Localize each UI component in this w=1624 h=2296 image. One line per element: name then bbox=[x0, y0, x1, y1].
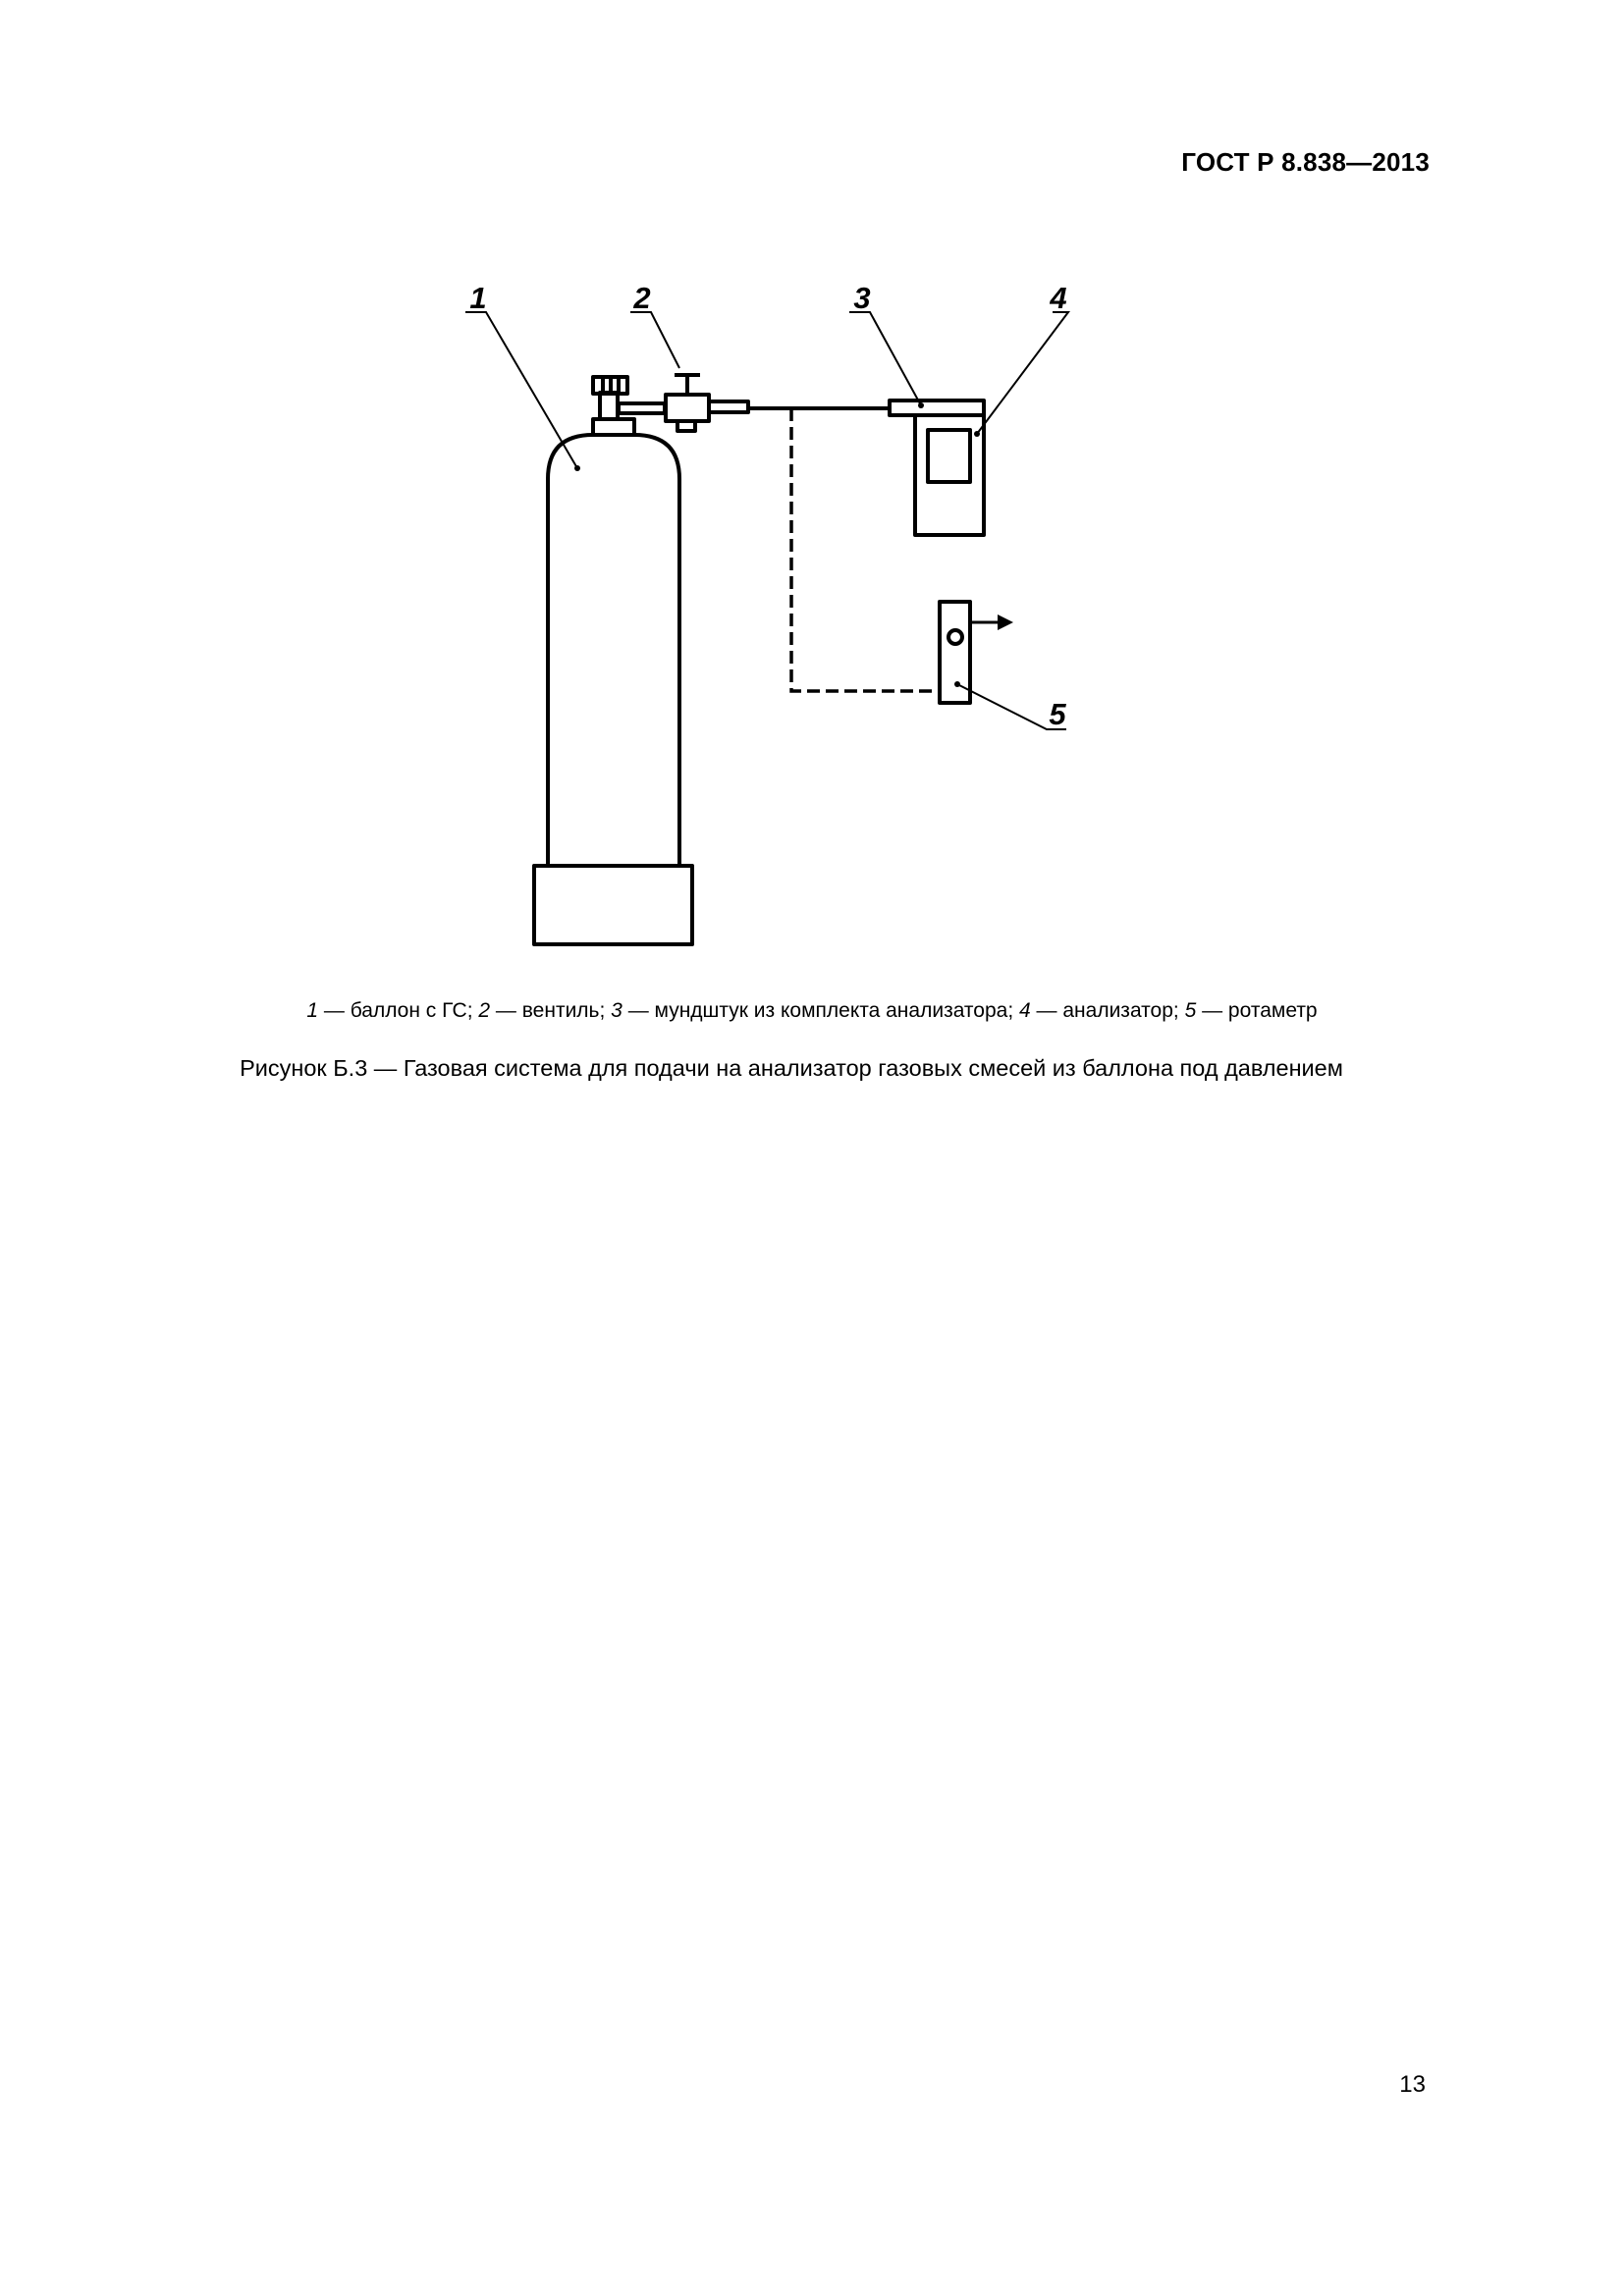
analyzer bbox=[915, 415, 984, 535]
analyzer-display bbox=[928, 430, 970, 482]
cylinder-outlet bbox=[619, 403, 665, 413]
exhaust-arrow-icon bbox=[998, 614, 1013, 630]
legend-num-2: 2 bbox=[478, 999, 491, 1022]
legend-num-5: 5 bbox=[1184, 999, 1197, 1022]
rotameter-float bbox=[948, 630, 962, 644]
figure-legend bbox=[0, 999, 1624, 1023]
legend-num-1: 1 bbox=[306, 999, 319, 1022]
valve-stem bbox=[600, 393, 618, 419]
legend-text-3: — мундштук из комплекта анализатора; bbox=[622, 999, 1020, 1022]
callout-3: 3 bbox=[853, 281, 871, 315]
bypass-line bbox=[791, 408, 940, 691]
cylinder-neck bbox=[593, 419, 634, 435]
legend-num-4: 4 bbox=[1019, 999, 1031, 1022]
shutoff-valve-body bbox=[666, 395, 709, 421]
legend-num-3: 3 bbox=[611, 999, 623, 1022]
callout-4: 4 bbox=[1050, 281, 1067, 315]
callout-1: 1 bbox=[469, 281, 487, 315]
page-number: 13 bbox=[1399, 2071, 1426, 2098]
legend-text-5: — ротаметр bbox=[1196, 999, 1318, 1022]
legend-text-2: — вентиль; bbox=[490, 999, 612, 1022]
legend-text-1: — баллон с ГС; bbox=[318, 999, 479, 1022]
gas-cylinder bbox=[548, 435, 679, 866]
cylinder-base bbox=[534, 866, 692, 944]
figure-caption: Рисунок Б.3 — Газовая система для подачи на анализатор газовых смесей из баллона под давлением bbox=[240, 1055, 1343, 1081]
valve-outlet bbox=[709, 401, 748, 412]
mouthpiece bbox=[890, 400, 984, 415]
callout-2: 2 bbox=[633, 281, 651, 315]
document-code: ГОСТ Р 8.838—2013 bbox=[1181, 147, 1430, 177]
gas-system-diagram bbox=[0, 0, 1624, 982]
legend-text-4: — анализатор; bbox=[1030, 999, 1185, 1022]
callout-5: 5 bbox=[1049, 697, 1066, 731]
